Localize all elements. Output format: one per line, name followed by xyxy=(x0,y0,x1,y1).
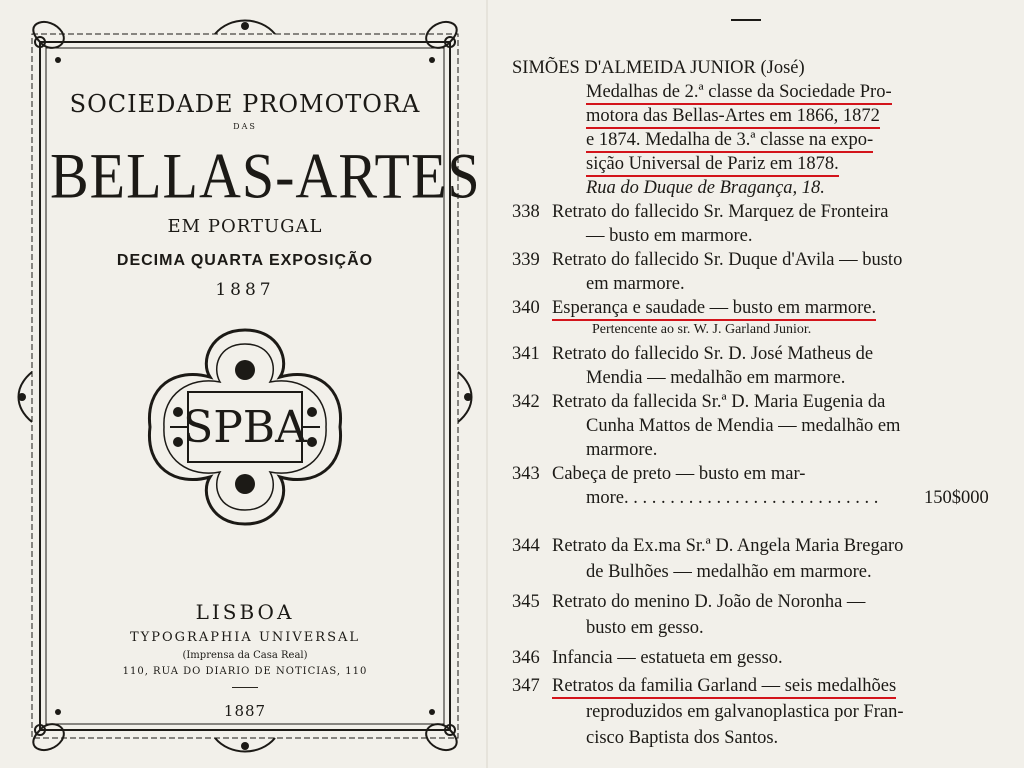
monogram-text: SPBA xyxy=(183,402,307,453)
catalogue-entries xyxy=(500,0,1020,768)
edition-label: DECIMA QUARTA EXPOSIÇÃO xyxy=(116,252,374,269)
entry-number: 340 xyxy=(512,298,540,318)
entry-347 xyxy=(512,676,896,697)
entry-338 xyxy=(512,202,889,223)
entry-number: 345 xyxy=(512,592,540,612)
entry-line: Retratos da familia Garland — seis medalhões xyxy=(552,676,896,699)
entry-price: 150$000 xyxy=(924,488,989,508)
entry-line: Infancia — estatueta em gesso. xyxy=(552,648,783,668)
society-name: SOCIEDADE PROMOTORA xyxy=(69,90,421,118)
top-dash xyxy=(731,19,761,21)
entry-line: cisco Baptista dos Santos. xyxy=(586,728,779,748)
entry-line: de Bulhões — medalhão em marmore. xyxy=(586,562,872,582)
entry-340 xyxy=(512,298,876,319)
entry-number: 339 xyxy=(512,250,540,270)
cover-year-bottom: 1887 xyxy=(223,702,267,720)
entry-number: 347 xyxy=(512,676,540,696)
center-divider xyxy=(486,0,488,768)
entry-line: em marmore. xyxy=(586,274,685,294)
monogram-emblem xyxy=(140,322,350,532)
entry-line: Mendia — medalhão em marmore. xyxy=(586,368,846,388)
entry-345 xyxy=(512,592,865,613)
entry-line: Esperança e saudade — busto em marmore. xyxy=(552,298,876,321)
entry-line: more. . . . . . . . . . . . . . . . . . . . . . . . . . . . xyxy=(586,488,879,508)
entry-number: 342 xyxy=(512,392,540,412)
entry-341 xyxy=(512,344,873,365)
entry-line: reproduzidos em galvanoplastica por Fran- xyxy=(586,702,904,722)
medal-line: Medalhas de 2.ª classe da Sociedade Pro- xyxy=(586,82,892,105)
entry-note: Pertencente ao sr. W. J. Garland Junior. xyxy=(592,322,812,337)
entry-339 xyxy=(512,250,902,271)
printer-address: 110, RUA DO DIARIO DE NOTICIAS, 110 xyxy=(122,666,368,677)
imprint: (Imprensa da Casa Real) xyxy=(182,650,308,661)
entry-343 xyxy=(512,464,805,485)
printer: TYPOGRAPHIA UNIVERSAL xyxy=(129,630,361,645)
entry-line: Cabeça de preto — busto em mar- xyxy=(552,464,806,484)
medal-line: e 1874. Medalha de 3.ª classe na expo- xyxy=(586,130,873,153)
cover-title: BELLAS-ARTES xyxy=(50,139,481,212)
entry-number: 344 xyxy=(512,536,540,556)
entry-line: — busto em marmore. xyxy=(586,226,753,246)
rule xyxy=(232,687,258,688)
entry-344 xyxy=(512,536,903,557)
medal-line: motora das Bellas-Artes em 1866, 1872 xyxy=(586,106,880,129)
entry-line: Retrato da fallecida Sr.ª D. Maria Eugenia da xyxy=(552,392,886,412)
das-label: DAS xyxy=(233,122,257,131)
medal-line: sição Universal de Pariz em 1878. xyxy=(586,154,839,177)
entry-line: Retrato do fallecido Sr. D. José Matheus de xyxy=(552,344,874,364)
catalogue-cover xyxy=(10,12,480,760)
artist-name: SIMÕES D'ALMEIDA JUNIOR (José) xyxy=(512,58,805,78)
entry-346 xyxy=(512,648,783,669)
city: LISBOA xyxy=(195,600,295,624)
entry-number: 343 xyxy=(512,464,540,484)
entry-line: marmore. xyxy=(586,440,658,460)
entry-line: Retrato da Ex.ma Sr.ª D. Angela Maria Bregaro xyxy=(552,536,904,556)
entry-line: Retrato do fallecido Sr. Duque d'Avila — busto xyxy=(552,250,903,270)
entry-342 xyxy=(512,392,885,413)
cover-subtitle: EM PORTUGAL xyxy=(167,216,323,237)
entry-line: Cunha Mattos de Mendia — medalhão em xyxy=(586,416,901,436)
entry-line: Retrato do menino D. João de Noronha — xyxy=(552,592,866,612)
artist-address: Rua do Duque de Bragança, 18. xyxy=(586,178,825,198)
entry-number: 346 xyxy=(512,648,540,668)
entry-line: Retrato do fallecido Sr. Marquez de Fronteira xyxy=(552,202,889,222)
entry-number: 338 xyxy=(512,202,540,222)
entry-line: busto em gesso. xyxy=(586,618,704,638)
cover-year: 1887 xyxy=(215,280,275,300)
entry-number: 341 xyxy=(512,344,540,364)
